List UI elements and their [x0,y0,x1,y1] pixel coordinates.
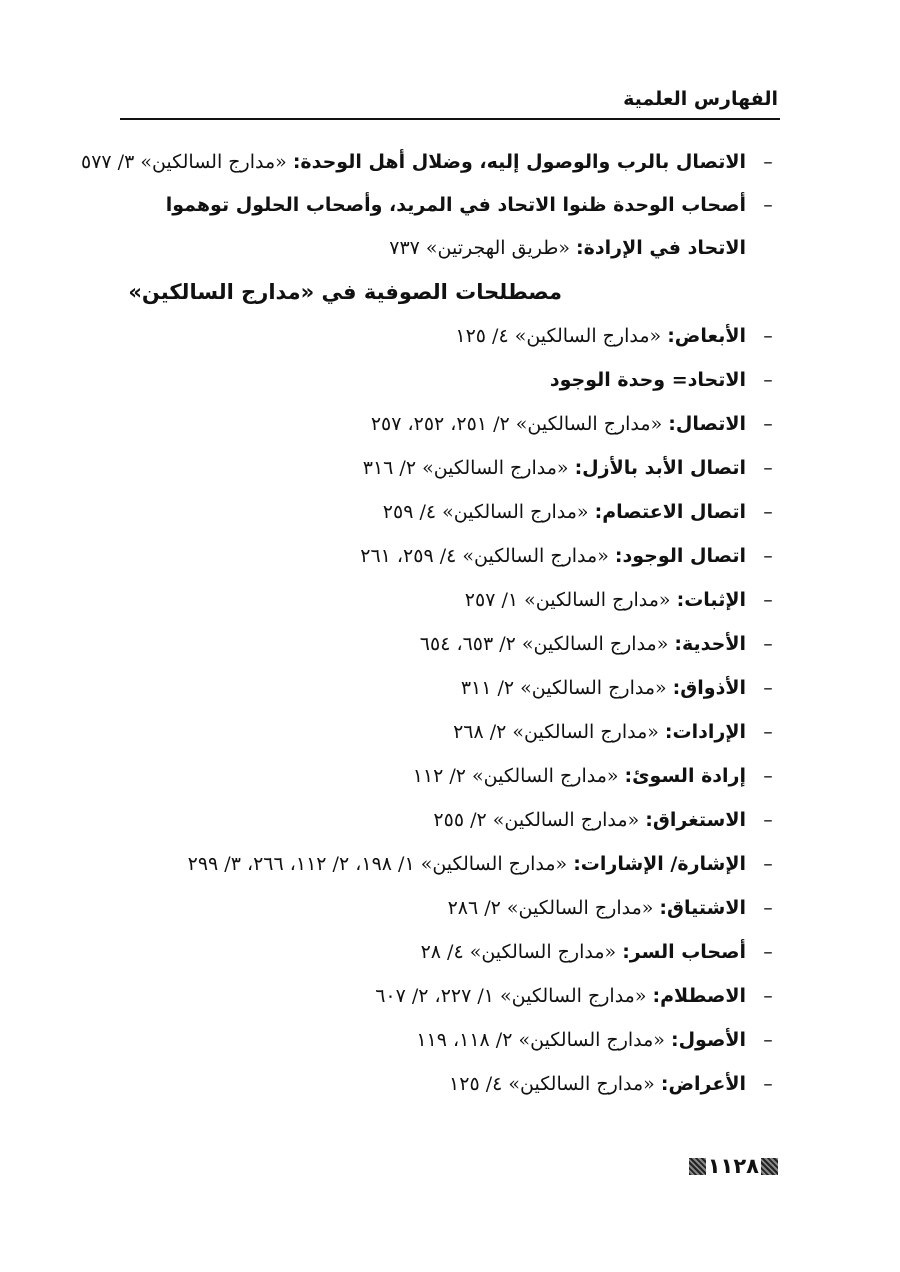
entry-reference: «مدارج السالكين» ٤/ ٢٥٩، ٢٦١ [360,545,609,567]
entry-dash: – [763,413,773,435]
entry-term: الأذواق: [672,677,746,699]
entry-reference: «مدارج السالكين» ٢/ ١١٢ [412,765,619,787]
index-entry [80,140,778,184]
index-entry [120,446,778,490]
entry-reference: «طريق الهجرتين» ٧٣٧ [389,237,570,259]
entry-reference: «مدارج السالكين» ٢/ ١١٨، ١١٩ [416,1029,665,1051]
entry-term: الاتصال: [668,413,746,435]
entry-term: الاتصال بالرب والوصول إليه، وضلال أهل الوحدة: [292,151,746,173]
entry-term: أصحاب السر: [622,941,746,963]
entry-dash: – [763,721,773,743]
entry-term: الاستغراق: [645,809,746,831]
entry-term: الإثبات: [676,589,746,611]
entry-dash: – [763,633,773,655]
index-entry [120,622,778,666]
entry-dash: – [763,677,773,699]
index-entry [120,754,778,798]
entry-dash: – [763,809,773,831]
entry-dash: – [763,194,773,216]
index-entries [80,140,778,1106]
header-divider [120,118,780,120]
entry-term: الاتحاد= وحدة الوجود [549,369,746,391]
entry-reference: «مدارج السالكين» ٤/ ١٢٥ [455,325,662,347]
entry-term: الإشارة/ الإشارات: [573,853,746,875]
index-entry [120,974,778,1018]
index-entry [120,314,778,358]
entry-dash: – [763,589,773,611]
index-entry [120,578,778,622]
entry-dash: – [763,501,773,523]
index-entry [120,798,778,842]
entry-reference: «مدارج السالكين» ٢/ ٢٥٥ [433,809,640,831]
index-entry [120,710,778,754]
ornament-icon [761,1158,778,1175]
entry-reference: «مدارج السالكين» ١/ ٢٢٧، ٢/ ٦٠٧ [375,985,647,1007]
section-heading: مصطلحات الصوفية في «مدارج السالكين» [128,280,562,304]
entry-dash: – [763,897,773,919]
index-entry [120,930,778,974]
ornament-icon [689,1158,706,1175]
index-entry [120,490,778,534]
entry-term: الاشتياق: [659,897,746,919]
entry-term: أصحاب الوحدة ظنوا الاتحاد في المريد، وأصحاب الحلول توهموا الاتحاد في الإرادة: [165,194,746,259]
index-entry [120,1018,778,1062]
index-entry [120,1062,778,1106]
entry-term: اتصال الوجود: [614,545,746,567]
index-entry [120,534,778,578]
index-entry [120,358,778,402]
entry-reference: «مدارج السالكين» ٣/ ٥٧٧ [80,151,287,173]
entry-term: الأبعاض: [667,325,746,347]
entry-dash: – [763,765,773,787]
entry-term: الإرادات: [664,721,746,743]
entry-reference: «مدارج السالكين» ٤/ ٢٥٩ [382,501,589,523]
entry-dash: – [763,545,773,567]
entry-dash: – [763,151,773,173]
index-entry [120,402,778,446]
entry-term: الأعراض: [660,1073,746,1095]
entry-reference: «مدارج السالكين» ١/ ٢٥٧ [464,589,671,611]
entry-dash: – [763,1029,773,1051]
entry-reference: «مدارج السالكين» ٢/ ٢٨٦ [447,897,654,919]
index-entry [120,666,778,710]
entry-term: اتصال الأبد بالأزل: [574,457,746,479]
entry-dash: – [763,457,773,479]
index-entry [120,184,778,270]
page-number: ١١٢٨ [707,1154,759,1178]
entry-reference: «مدارج السالكين» ٤/ ١٢٥ [449,1073,655,1095]
entry-reference: «مدارج السالكين» ٢/ ٣١٦ [362,457,569,479]
page-footer [689,1154,778,1178]
entry-dash: – [763,325,773,347]
entry-reference: «مدارج السالكين» ٢/ ٣١١ [460,677,667,699]
entry-dash: – [763,985,773,1007]
entry-reference: «مدارج السالكين» ٢/ ٦٥٣، ٦٥٤ [419,633,669,655]
entry-dash: – [763,1073,773,1095]
index-entry [120,886,778,930]
index-entry [120,842,778,886]
entry-term: الأصول: [670,1029,746,1051]
header-title: الفهارس العلمية [623,88,778,110]
entry-term: الأحدية: [674,633,746,655]
entry-dash: – [763,941,773,963]
entry-term: إرادة السوئ: [624,765,746,787]
entry-reference: «مدارج السالكين» ٢/ ٢٦٨ [453,721,659,743]
entry-term: الاصطلام: [652,985,746,1007]
entry-reference: «مدارج السالكين» ١/ ١٩٨، ٢/ ١١٢، ٢٦٦، ٣/ ٢٩٩ [187,853,568,875]
entry-dash: – [763,369,773,391]
entry-reference: «مدارج السالكين» ٤/ ٢٨ [420,941,617,963]
entry-dash: – [763,853,773,875]
entry-reference: «مدارج السالكين» ٢/ ٢٥١، ٢٥٢، ٢٥٧ [370,413,663,435]
entry-list [120,314,778,1106]
entry-term: اتصال الاعتصام: [594,501,746,523]
